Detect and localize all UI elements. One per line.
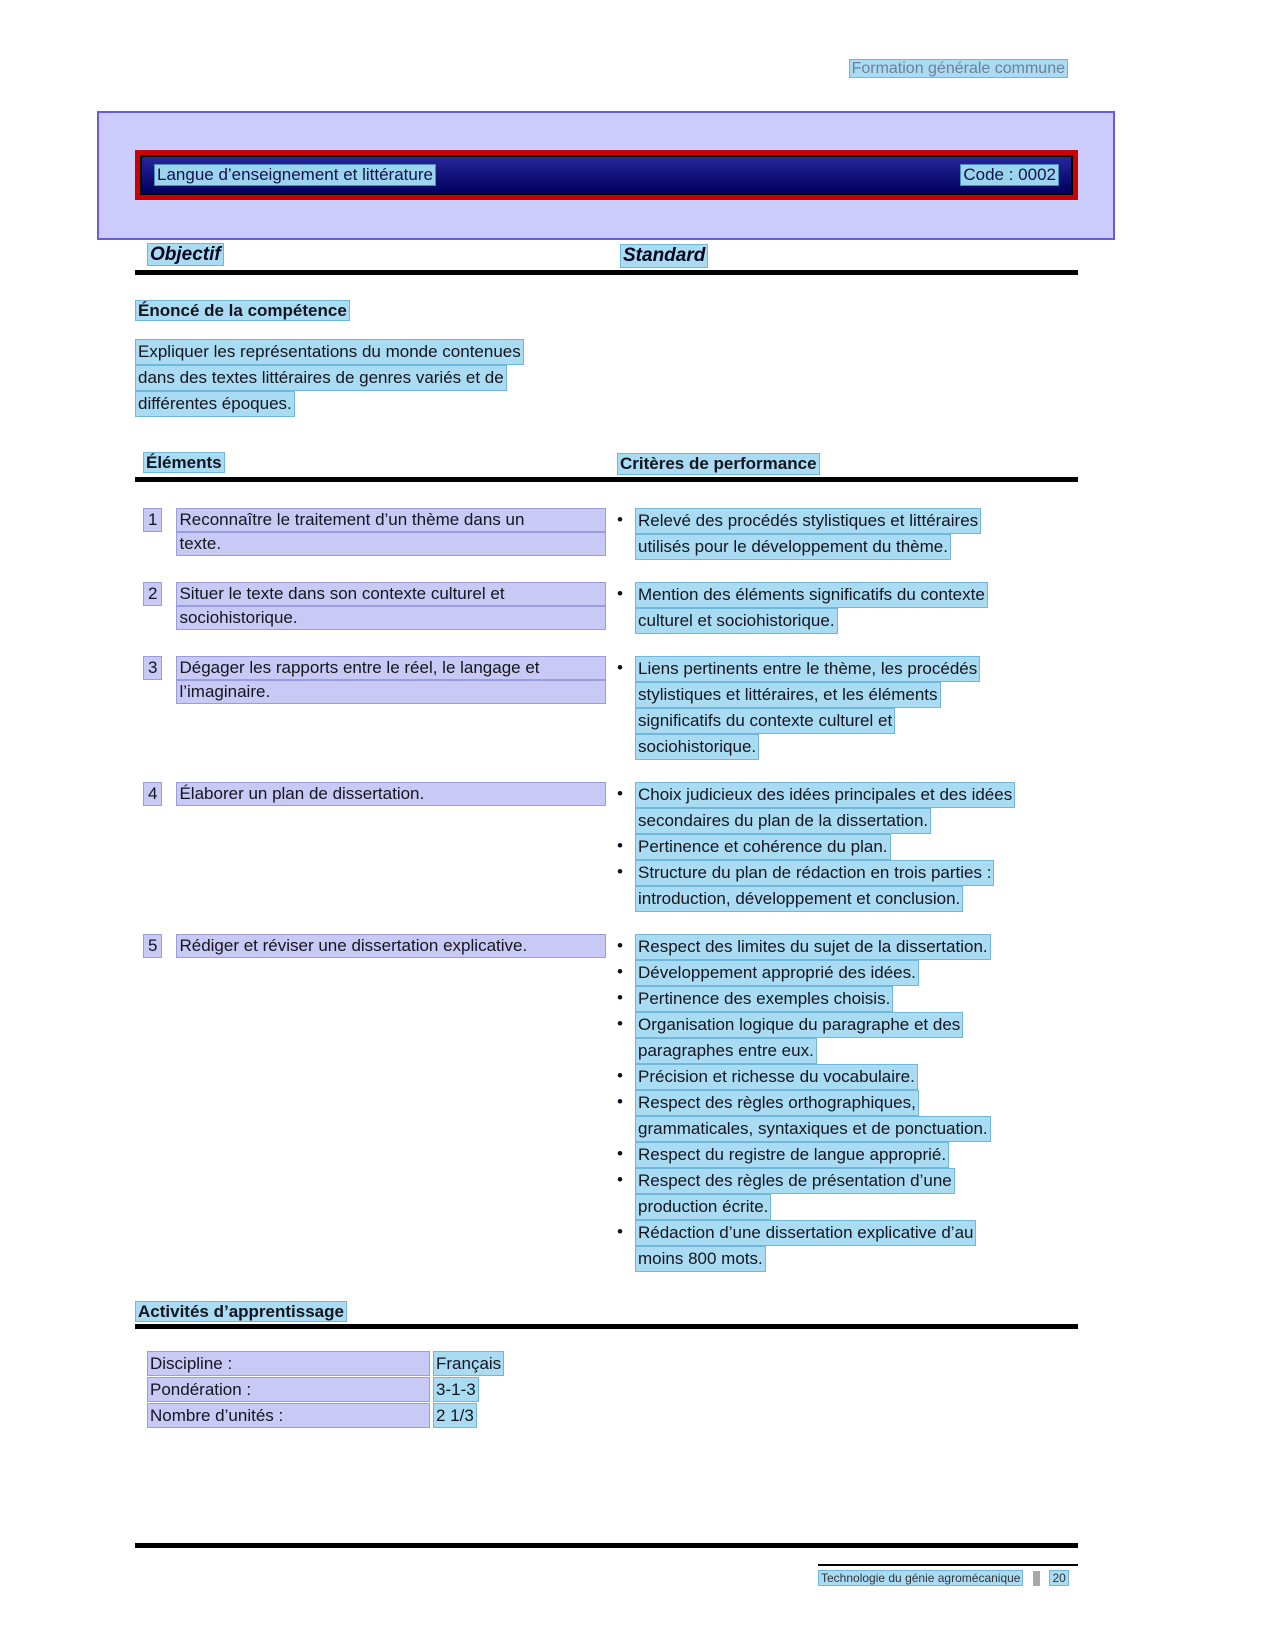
criterion-line: [635, 1194, 1078, 1220]
activity-field-label: Pondération :: [147, 1377, 430, 1402]
criterion-item: [617, 582, 1078, 634]
element-lines: [176, 508, 606, 556]
footer-box: [818, 1564, 1078, 1586]
objectif-heading: Objectif: [147, 243, 224, 266]
bullet-icon: •: [617, 836, 623, 855]
criterion-item: [617, 1064, 1078, 1090]
criterion-line: [635, 1220, 1078, 1246]
bullet-icon: •: [617, 862, 623, 881]
criterion-lines: [635, 934, 1078, 960]
criterion-line: [635, 1064, 1078, 1090]
bullet-icon: •: [617, 936, 623, 955]
criterion-item: [617, 960, 1078, 986]
criteria-cell: [617, 934, 1078, 1272]
activity-field-value: Français: [433, 1351, 504, 1376]
table-row: [135, 508, 1078, 560]
criterion-line-text: significatifs du contexte culturel et: [635, 708, 895, 734]
element-line-text: l’imaginaire.: [176, 680, 606, 704]
criterion-line: [635, 934, 1078, 960]
course-title: Langue d’enseignement et littérature: [154, 164, 436, 186]
competence-line: [135, 339, 1078, 365]
criterion-line-text: secondaires du plan de la dissertation.: [635, 808, 931, 834]
bullet-icon: •: [617, 1222, 623, 1241]
element-cell: [135, 508, 617, 560]
competence-line-text: dans des textes littéraires de genres variés et de: [135, 365, 507, 391]
elements-heading: Éléments: [143, 452, 225, 473]
criterion-lines: [635, 1090, 1078, 1142]
criterion-line-text: Respect des règles orthographiques,: [635, 1090, 919, 1116]
criterion-line: [635, 608, 1078, 634]
criteria-cell: [617, 656, 1078, 760]
criterion-line-text: introduction, développement et conclusion.: [635, 886, 963, 912]
course-code: Code : 0002: [960, 164, 1059, 186]
element-cell: [135, 934, 617, 1272]
criterion-line: [635, 734, 1078, 760]
competence-section: [135, 301, 1078, 321]
activity-field-label: Discipline :: [147, 1351, 430, 1376]
criterion-line: [635, 1168, 1078, 1194]
table-row: [135, 782, 1078, 912]
element-line-text: Rédiger et réviser une dissertation explicative.: [176, 934, 606, 958]
bullet-icon: •: [617, 1066, 623, 1085]
competence-line-text: Expliquer les représentations du monde contenues: [135, 339, 524, 365]
criterion-item: [617, 1220, 1078, 1272]
header-category-label: Formation générale commune: [849, 59, 1068, 78]
element-lines: [176, 656, 606, 704]
criterion-line-text: Pertinence et cohérence du plan.: [635, 834, 891, 860]
criterion-line: [635, 508, 1078, 534]
element-number: 3: [143, 656, 162, 680]
criterion-lines: [635, 1168, 1078, 1220]
criterion-line-text: Liens pertinents entre le thème, les procédés: [635, 656, 980, 682]
bullet-icon: •: [617, 1092, 623, 1111]
criterion-line-text: Pertinence des exemples choisis.: [635, 986, 893, 1012]
criterion-line-text: sociohistorique.: [635, 734, 759, 760]
criterion-line: [635, 656, 1078, 682]
criterion-line: [635, 534, 1078, 560]
elements-criteria-table: [135, 508, 1078, 1272]
competence-line-text: différentes époques.: [135, 391, 295, 417]
criterion-item: [617, 834, 1078, 860]
criterion-lines: [635, 656, 1078, 760]
criterion-line: [635, 682, 1078, 708]
element-line-text: texte.: [176, 532, 606, 556]
criterion-line-text: production écrite.: [635, 1194, 771, 1220]
criterion-line: [635, 582, 1078, 608]
criterion-line: [635, 960, 1078, 986]
criterion-line-text: paragraphes entre eux.: [635, 1038, 817, 1064]
bottom-rule: [135, 1543, 1078, 1548]
element-cell: [135, 582, 617, 634]
page-header: [0, 0, 1275, 78]
criterion-lines: [635, 1220, 1078, 1272]
criterion-lines: [635, 860, 1078, 912]
criterion-line: [635, 1038, 1078, 1064]
criterion-line-text: Respect des règles de présentation d’une: [635, 1168, 955, 1194]
activity-field-value: 3-1-3: [433, 1377, 479, 1402]
table-row: [135, 656, 1078, 760]
bullet-icon: •: [617, 658, 623, 677]
bullet-icon: •: [617, 510, 623, 529]
element-number: 5: [143, 934, 162, 958]
criterion-line-text: Structure du plan de rédaction en trois parties :: [635, 860, 994, 886]
bullet-icon: •: [617, 1144, 623, 1163]
column-headers: [135, 244, 1078, 268]
table-headers: [135, 453, 1078, 475]
table-row: [135, 582, 1078, 634]
element-line-text: Reconnaître le traitement d’un thème dans un: [176, 508, 606, 532]
bullet-icon: •: [617, 1170, 623, 1189]
criterion-line-text: Relevé des procédés stylistiques et littéraires: [635, 508, 981, 534]
footer-program: Technologie du génie agromécanique: [818, 1570, 1023, 1586]
activity-fields: [135, 1351, 1078, 1428]
competence-line: [135, 365, 1078, 391]
activity-field: [135, 1403, 1078, 1428]
element-line-text: Dégager les rapports entre le réel, le langage et: [176, 656, 606, 680]
page-footer: [135, 1564, 1078, 1586]
activities-heading: Activités d’apprentissage: [135, 1301, 347, 1322]
footer-page-number: 20: [1049, 1570, 1068, 1586]
criterion-item: [617, 1168, 1078, 1220]
criterion-item: [617, 508, 1078, 560]
criterion-line: [635, 986, 1078, 1012]
criterion-item: [617, 860, 1078, 912]
criterion-lines: [635, 1012, 1078, 1064]
document-body: [135, 244, 1078, 1586]
criterion-line: [635, 860, 1078, 886]
criterion-line-text: Rédaction d’une dissertation explicative d’au: [635, 1220, 976, 1246]
criterion-line: [635, 834, 1078, 860]
activity-field: [135, 1377, 1078, 1402]
criterion-lines: [635, 1064, 1078, 1090]
criterion-line-text: Précision et richesse du vocabulaire.: [635, 1064, 918, 1090]
table-row: [135, 934, 1078, 1272]
element-cell: [135, 782, 617, 912]
element-line-text: Situer le texte dans son contexte culturel et: [176, 582, 606, 606]
bullet-icon: •: [617, 988, 623, 1007]
course-banner: [97, 111, 1115, 240]
element-lines: [176, 934, 606, 958]
criterion-line-text: grammaticales, syntaxiques et de ponctuation.: [635, 1116, 991, 1142]
criterion-line: [635, 1116, 1078, 1142]
criterion-lines: [635, 582, 1078, 634]
criterion-line-text: Organisation logique du paragraphe et des: [635, 1012, 963, 1038]
criterion-item: [617, 656, 1078, 760]
criterion-item: [617, 934, 1078, 960]
criterion-item: [617, 1012, 1078, 1064]
course-banner-title-bar: [140, 155, 1073, 195]
criterion-line-text: moins 800 mots.: [635, 1246, 766, 1272]
criterion-lines: [635, 782, 1078, 834]
element-lines: [176, 782, 606, 806]
standard-heading: Standard: [620, 244, 708, 268]
criterion-line-text: stylistiques et littéraires, et les éléments: [635, 682, 941, 708]
criterion-line: [635, 1246, 1078, 1272]
element-number: 2: [143, 582, 162, 606]
criteria-cell: [617, 782, 1078, 912]
criterion-item: [617, 782, 1078, 834]
criterion-line-text: culturel et sociohistorique.: [635, 608, 838, 634]
criterion-item: [617, 1090, 1078, 1142]
bullet-icon: •: [617, 1014, 623, 1033]
criterion-line-text: Respect du registre de langue approprié.: [635, 1142, 949, 1168]
competence-line: [135, 391, 1078, 417]
competence-heading: Énoncé de la compétence: [135, 300, 350, 321]
criterion-line-text: Mention des éléments significatifs du contexte: [635, 582, 988, 608]
criterion-line-text: Choix judicieux des idées principales et des idées: [635, 782, 1015, 808]
bullet-icon: •: [617, 962, 623, 981]
bullet-icon: •: [617, 584, 623, 603]
element-cell: [135, 656, 617, 760]
criterion-line-text: Respect des limites du sujet de la dissertation.: [635, 934, 991, 960]
horizontal-rule: [135, 477, 1078, 482]
horizontal-rule: [135, 270, 1078, 275]
bullet-icon: •: [617, 784, 623, 803]
element-number: 1: [143, 508, 162, 532]
criterion-item: [617, 1142, 1078, 1168]
criterion-line-text: Développement approprié des idées.: [635, 960, 919, 986]
element-line-text: Élaborer un plan de dissertation.: [176, 782, 606, 806]
criteres-heading: Critères de performance: [617, 453, 820, 475]
criterion-line: [635, 782, 1078, 808]
criterion-line: [635, 886, 1078, 912]
activities-section: [135, 1302, 1078, 1322]
criteria-cell: [617, 508, 1078, 560]
course-banner-red-frame: [135, 150, 1078, 200]
criterion-lines: [635, 960, 1078, 986]
element-number: 4: [143, 782, 162, 806]
criterion-lines: [635, 508, 1078, 560]
competence-text: [135, 339, 1078, 417]
activity-field-value: 2 1/3: [433, 1403, 477, 1428]
criterion-line: [635, 808, 1078, 834]
activity-field: [135, 1351, 1078, 1376]
criterion-line: [635, 708, 1078, 734]
criterion-item: [617, 986, 1078, 1012]
criterion-lines: [635, 986, 1078, 1012]
element-line-text: sociohistorique.: [176, 606, 606, 630]
criterion-line: [635, 1090, 1078, 1116]
activity-field-label: Nombre d’unités :: [147, 1403, 430, 1428]
page-separator-bar: [1033, 1571, 1040, 1586]
criterion-line-text: utilisés pour le développement du thème.: [635, 534, 951, 560]
criterion-line: [635, 1142, 1078, 1168]
criterion-lines: [635, 834, 1078, 860]
horizontal-rule: [135, 1324, 1078, 1329]
element-lines: [176, 582, 606, 630]
criterion-line: [635, 1012, 1078, 1038]
criterion-lines: [635, 1142, 1078, 1168]
criteria-cell: [617, 582, 1078, 634]
